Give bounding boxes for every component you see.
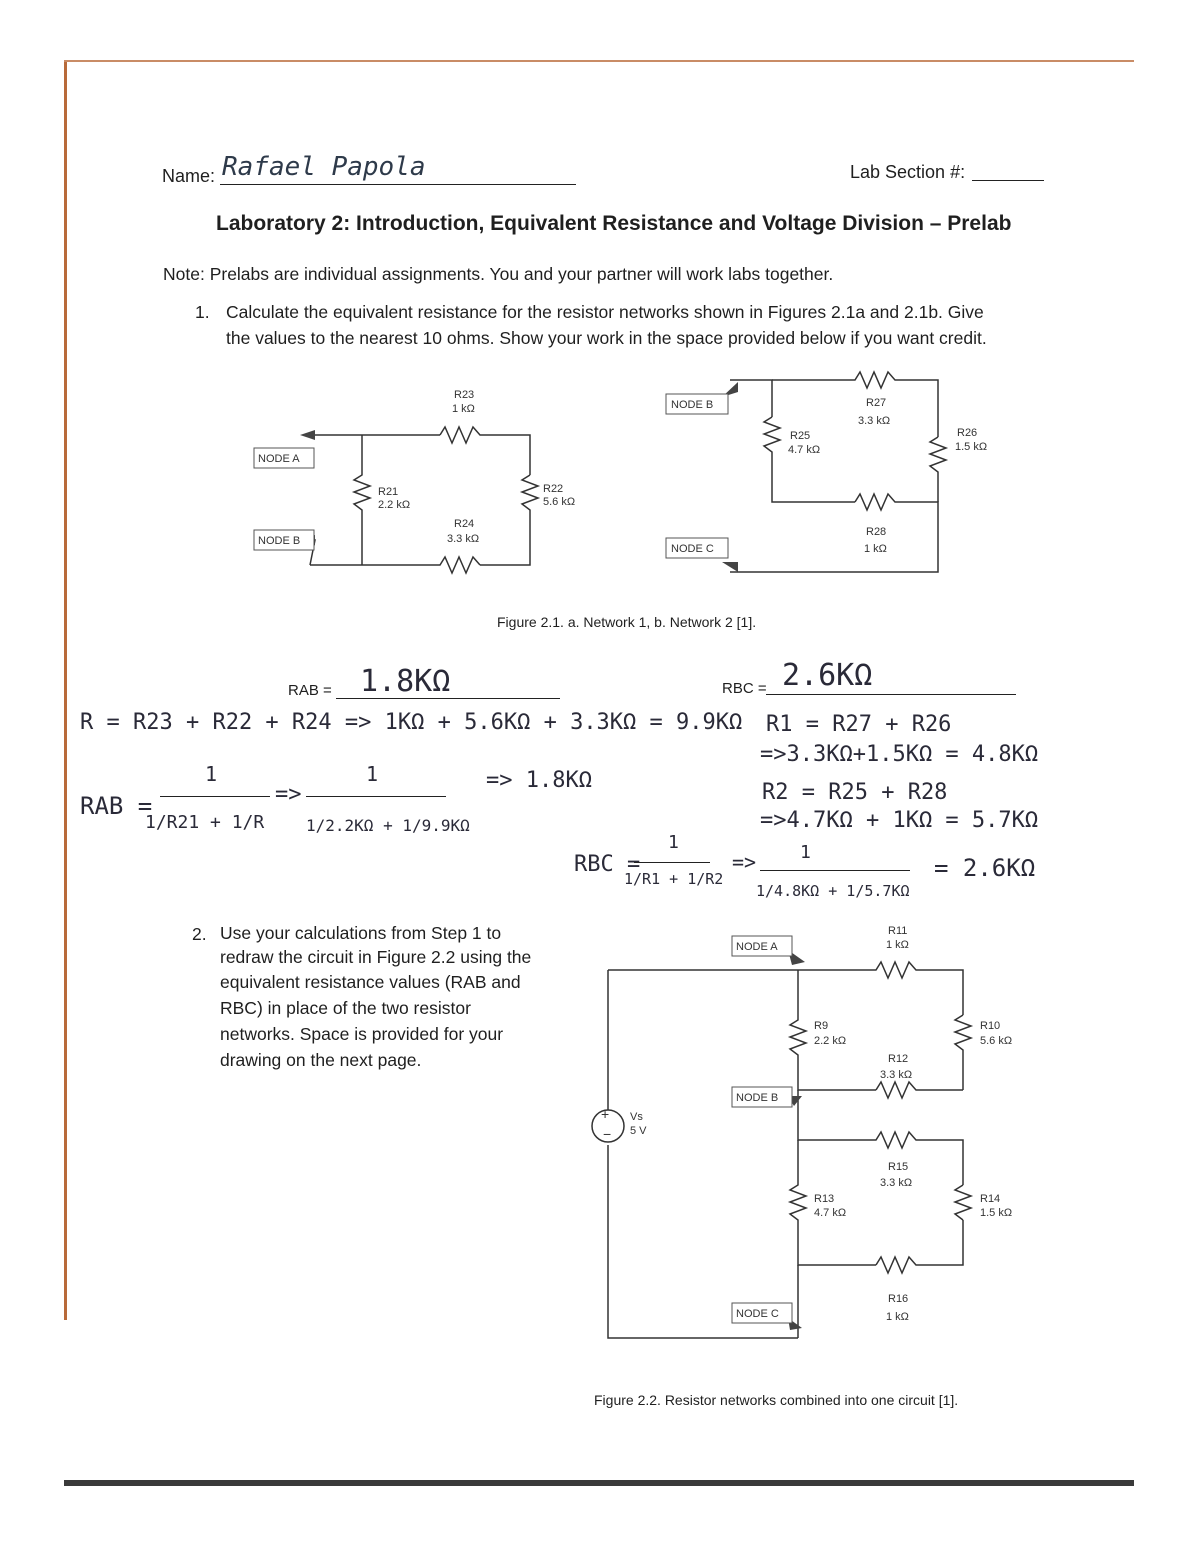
work-r2: R2 = R25 + R28 [762,780,948,805]
scan-bottom-edge [64,1480,1134,1486]
work-rab-eq: RAB = [80,792,153,820]
r27-value: 3.3 kΩ [858,415,891,427]
work-r1-sum: =>3.3KΩ+1.5KΩ = 4.8KΩ [760,742,1039,767]
q2-line-2: redraw the circuit in Figure 2.2 using the [220,947,532,967]
work-rab-sub-den: 1/2.2KΩ + 1/9.9KΩ [306,816,470,835]
r28-value: 1 kΩ [864,543,887,555]
r10-value: 5.6 kΩ [980,1035,1013,1047]
fig22-node-b-label: NODE B [736,1092,779,1104]
fig22-node-c-label: NODE C [736,1308,779,1320]
r25-value: 4.7 kΩ [788,444,821,456]
r26-label: R26 [957,427,978,439]
q2-line-1: Use your calculations from Step 1 to [220,923,502,943]
r22-label: R22 [543,483,564,495]
r25-label: R25 [790,430,811,442]
work-rab-sub: => [275,782,302,807]
figure-2-2-circuit [580,920,1060,1350]
vs-label: Vs [630,1111,643,1123]
r21-value: 2.2 kΩ [378,499,411,511]
net2-node-b-label: NODE B [671,399,714,411]
r14-label: R14 [980,1193,1001,1205]
name-value: Rafael Papola [222,152,426,182]
rab-label: RAB = [288,682,332,699]
r14-value: 1.5 kΩ [980,1207,1013,1219]
r9-label: R9 [814,1020,829,1032]
r12-value: 3.3 kΩ [880,1069,913,1081]
r15-label: R15 [888,1161,909,1173]
r13-value: 4.7 kΩ [814,1207,847,1219]
name-label: Name: [162,166,216,186]
lab-section-label: Lab Section #: [850,162,966,182]
work-rab-result: => 1.8KΩ [486,768,592,793]
q1-number: 1. [195,302,210,322]
name-underline [220,184,576,185]
q2-line-6: drawing on the next page. [220,1050,422,1070]
r23-value: 1 kΩ [452,403,475,415]
net1-node-b-label: NODE B [258,535,301,547]
lab-section-underline [972,180,1044,181]
r24-label: R24 [454,518,475,530]
r21-label: R21 [378,486,399,498]
rab-underline [336,698,560,699]
r10-label: R10 [980,1020,1001,1032]
q1-line2: the values to the nearest 10 ohms. Show your work in the space provided below if you want credit. [226,328,987,348]
work-rab-sub-num: 1 [366,762,379,786]
q2-line-5: networks. Space is provided for your [220,1024,504,1044]
work-rab-den: 1/R21 + 1/R [145,812,265,833]
q2-number: 2. [192,924,207,944]
r16-value: 1 kΩ [886,1311,909,1323]
work-rbc-sub: => [732,850,757,874]
r12-label: R12 [888,1053,909,1065]
figure-2-2-caption: Figure 2.2. Resistor networks combined into one circuit [1]. [594,1392,959,1408]
rab-answer: 1.8KΩ [360,664,451,699]
fig22-node-a-label: NODE A [736,941,778,953]
work-rbc-den: 1/R1 + 1/R2 [624,870,724,888]
rbc-underline [766,694,1016,695]
vs-value: 5 V [630,1125,647,1137]
net1-node-a-label: NODE A [258,453,300,465]
page-title: Laboratory 2: Introduction, Equivalent Resistance and Voltage Division – Prelab [216,212,1012,235]
work-rbc-bar [634,862,710,863]
net2-node-c-label: NODE C [671,543,714,555]
rbc-answer: 2.6KΩ [782,658,873,693]
work-rbc-sub-den: 1/4.8KΩ + 1/5.7KΩ [756,882,910,900]
work-rbc-sub-bar [760,870,910,871]
svg-text:+: + [601,1106,610,1122]
r11-value: 1 kΩ [886,939,909,951]
r27-label: R27 [866,397,887,409]
svg-text:−: − [603,1126,612,1142]
r24-value: 3.3 kΩ [447,533,480,545]
work-rbc-eq: RBC = [574,852,641,877]
work-rab-sub-bar [306,796,446,797]
r15-value: 3.3 kΩ [880,1177,913,1189]
r16-label: R16 [888,1293,909,1305]
work-rbc-num: 1 [668,832,679,853]
scan-left-edge [64,60,67,1320]
figure-2-1-network-2 [660,362,1020,582]
q2-line-3: equivalent resistance values (RAB and [220,972,521,992]
q2-line-4: RBC) in place of the two resistor [220,998,471,1018]
note-text: Note: Prelabs are individual assignments. You and your partner will work labs together. [163,264,834,284]
work-rab-num: 1 [205,762,218,786]
r26-value: 1.5 kΩ [955,441,988,453]
rbc-label: RBC = [722,680,767,697]
work-rbc-result: = 2.6KΩ [934,854,1036,882]
scan-top-edge [64,60,1134,62]
r22-value: 5.6 kΩ [543,496,576,508]
work-r2-sum: =>4.7KΩ + 1KΩ = 5.7KΩ [760,808,1039,833]
r23-label: R23 [454,389,475,401]
r28-label: R28 [866,526,887,538]
figure-2-1-network-1 [240,380,576,580]
work-rbc-sub-num: 1 [800,842,811,863]
r9-value: 2.2 kΩ [814,1035,847,1047]
q1-line1: Calculate the equivalent resistance for the resistor networks shown in Figures 2.1a and 2.1b. Give [226,302,984,322]
figure-2-1-caption: Figure 2.1. a. Network 1, b. Network 2 [1]. [497,614,757,630]
work-series-r: R = R23 + R22 + R24 => 1KΩ + 5.6KΩ + 3.3KΩ = 9.9KΩ [80,710,743,735]
work-r1: R1 = R27 + R26 [766,712,952,737]
work-rab-bar [160,796,270,797]
r13-label: R13 [814,1193,835,1205]
r11-label: R11 [888,925,908,937]
